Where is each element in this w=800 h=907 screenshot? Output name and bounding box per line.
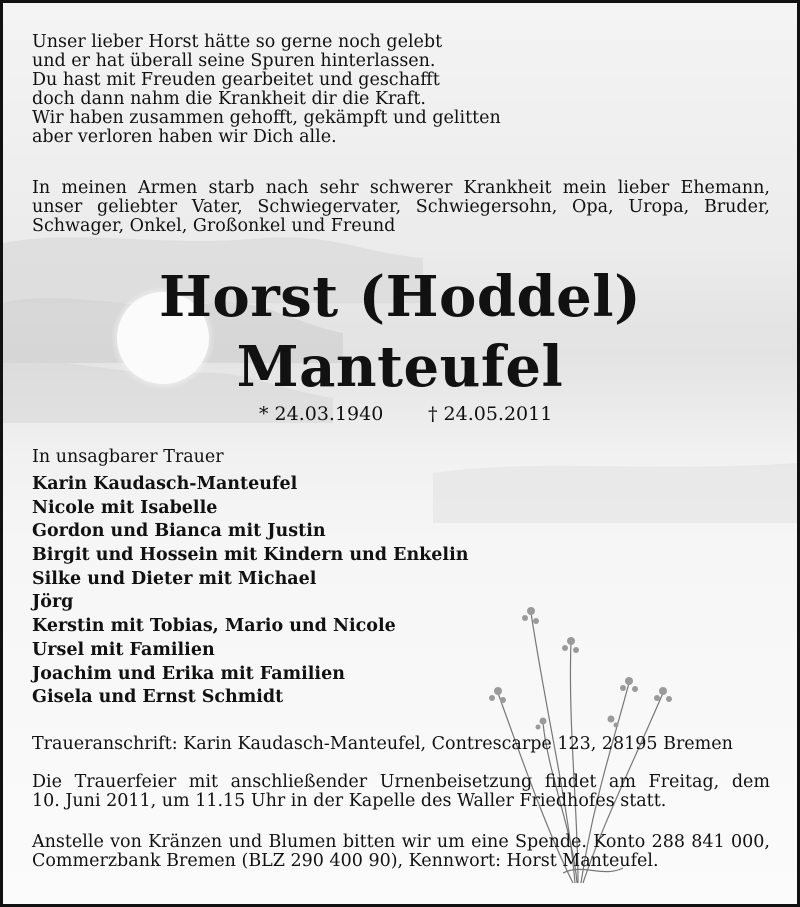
donation-line: Commerzbank Bremen (BLZ 290 400 90), Kennwort: Horst Manteufel. bbox=[32, 851, 659, 871]
poem-line: Unser lieber Horst hätte so gerne noch gelebt bbox=[32, 32, 443, 52]
mourners-list bbox=[32, 473, 468, 710]
mourner-name: Gordon und Bianca mit Justin bbox=[32, 521, 326, 542]
mourning-address: Traueranschrift: Karin Kaudasch-Manteufel, Contrescarpe 123, 28195 Bremen bbox=[32, 734, 733, 754]
death-date: † 24.05.2011 bbox=[428, 403, 553, 425]
poem-line: doch dann nahm die Krankheit dir die Kraft. bbox=[32, 89, 426, 109]
intro-line: Schwager, Onkel, Großonkel und Freund bbox=[32, 216, 396, 236]
intro-line: In meinen Armen starb nach sehr schwerer Krankheit mein lieber Ehemann, bbox=[32, 178, 770, 198]
mourner-name: Joachim und Erika mit Familien bbox=[32, 663, 345, 684]
mourner-name: Jörg bbox=[32, 592, 74, 613]
poem-line: aber verloren haben wir Dich alle. bbox=[32, 127, 337, 147]
ceremony-line: Die Trauerfeier mit anschließender Urnenbeisetzung findet am Freitag, dem bbox=[32, 772, 770, 792]
mourner-name: Silke und Dieter mit Michael bbox=[32, 568, 317, 589]
mourner-name: Ursel mit Familien bbox=[32, 639, 215, 660]
donation-line: Anstelle von Kränzen und Blumen bitten wir um eine Spende. Konto 288 841 000, bbox=[32, 832, 770, 852]
mourner-name: Nicole mit Isabelle bbox=[32, 497, 218, 518]
poem-line: Du hast mit Freuden gearbeitet und geschafft bbox=[32, 70, 440, 90]
ceremony-line: 10. Juni 2011, um 11.15 Uhr in der Kapelle des Waller Friedhofes statt. bbox=[32, 791, 667, 811]
intro-text bbox=[32, 179, 770, 236]
mourner-name: Kerstin mit Tobias, Mario und Nicole bbox=[32, 616, 396, 637]
deceased-name-line2: Manteufel bbox=[236, 334, 564, 400]
poem-line: und er hat überall seine Spuren hinterlassen. bbox=[32, 51, 436, 71]
ceremony-info bbox=[32, 773, 770, 811]
mourner-name: Birgit und Hossein mit Kindern und Enkelin bbox=[32, 545, 469, 566]
intro-line: unser geliebter Vater, Schwiegervater, Schwiegersohn, Opa, Uropa, Bruder, bbox=[32, 197, 770, 217]
birth-date: * 24.03.1940 bbox=[259, 403, 384, 425]
deceased-name-line1: Horst (Hoddel) bbox=[158, 264, 642, 330]
flower-heads bbox=[489, 607, 672, 730]
poem bbox=[32, 33, 501, 147]
mourner-name: Karin Kaudasch-Manteufel bbox=[32, 474, 298, 494]
donation-info bbox=[32, 833, 770, 871]
poem-line: Wir haben zusammen gehofft, gekämpft und gelitten bbox=[32, 108, 501, 128]
grief-line: In unsagbarer Trauer bbox=[32, 447, 224, 467]
mourner-name: Gisela und Ernst Schmidt bbox=[32, 687, 284, 708]
